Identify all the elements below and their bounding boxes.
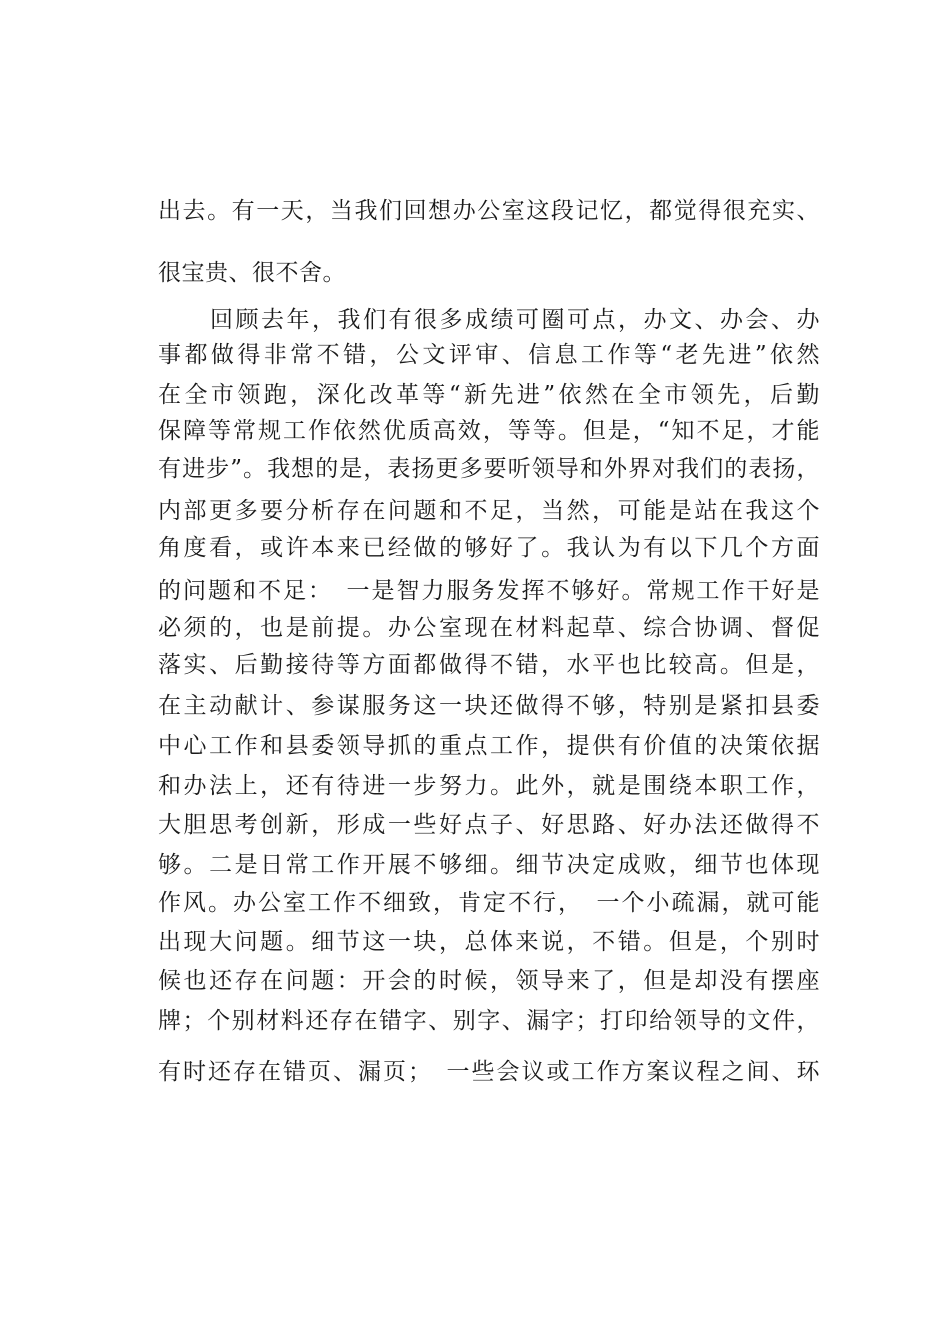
text-line: 很宝贵、很不舍。 [158,260,346,286]
text-line: 和办法上，还有待进一步努力。此外，就是围绕本职工作， [158,773,820,799]
text-line: 必须的，也是前提。办公室现在材料起草、综合协调、督促 [158,615,820,641]
text-line: 保障等常规工作依然优质高效，等等。但是，“知不足，才能 [158,418,820,444]
text-line: 事都做得非常不错，公文评审、信息工作等“老先进”依然 [158,342,820,368]
text-line: 中心工作和县委领导抓的重点工作，提供有价值的决策依据 [158,733,820,759]
text-line: 牌；个别材料还存在错字、别字、漏字；打印给领导的文件， [158,1008,820,1034]
text-line: 有时还存在错页、漏页； 一些会议或工作方案议程之间、环 [158,1059,820,1085]
text-line: 的问题和不足： 一是智力服务发挥不够好。常规工作干好是 [158,578,820,604]
text-line: 出去。有一天，当我们回想办公室这段记忆，都觉得很充实、 [158,198,820,224]
text-line: 在主动献计、参谋服务这一块还做得不够，特别是紧扣县委 [158,693,820,719]
text-line: 在全市领跑，深化改革等“新先进”依然在全市领先，后勤 [158,382,820,408]
text-line: 出现大问题。细节这一块，总体来说，不错。但是，个别时 [158,929,820,955]
text-line: 有进步”。我想的是，表扬更多要听领导和外界对我们的表扬， [158,456,820,482]
text-line: 候也还存在问题：开会的时候，领导来了，但是却没有摆座 [158,968,820,994]
text-line: 角度看，或许本来已经做的够好了。我认为有以下几个方面 [158,535,820,561]
text-line: 大胆思考创新，形成一些好点子、好思路、好办法还做得不 [158,812,820,838]
text-line: 够。二是日常工作开展不够细。细节决定成败，细节也体现 [158,852,820,878]
text-line: 落实、后勤接待等方面都做得不错，水平也比较高。但是， [158,652,820,678]
text-line: 内部更多要分析存在问题和不足，当然，可能是站在我这个 [158,498,820,524]
text-line: 作风。办公室工作不细致，肯定不行， 一个小疏漏，就可能 [158,890,820,916]
paragraph-first-line: 回顾去年，我们有很多成绩可圈可点，办文、办会、办 [210,307,820,333]
